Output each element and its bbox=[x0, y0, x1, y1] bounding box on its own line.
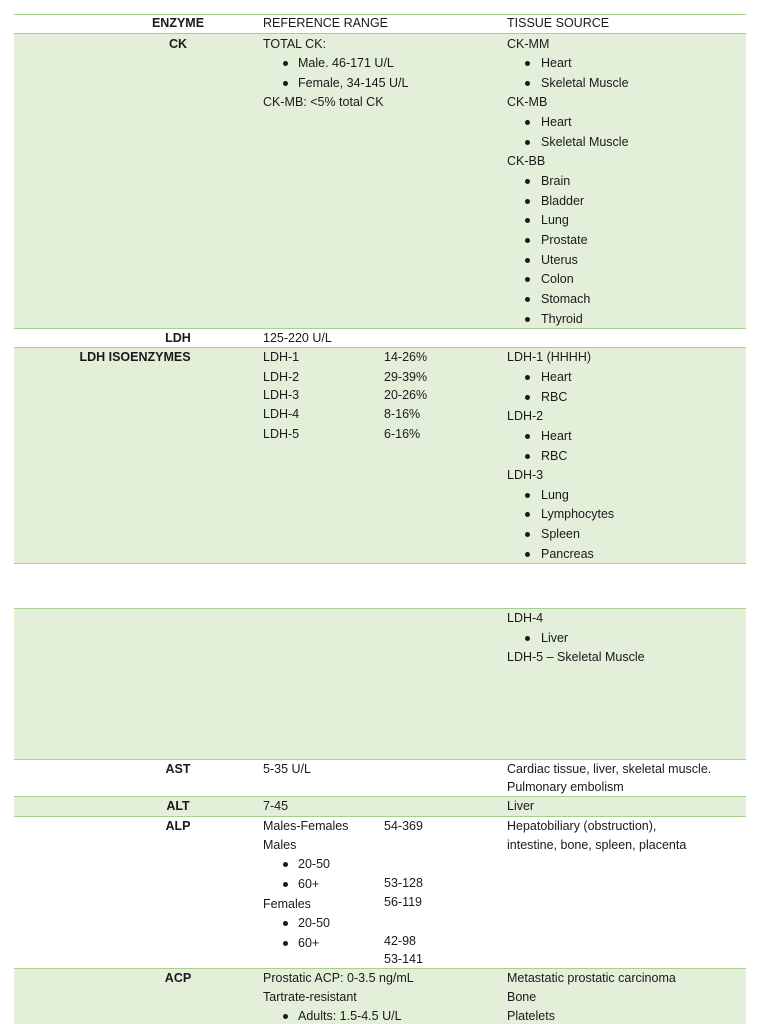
header-range: REFERENCE RANGE bbox=[263, 16, 389, 30]
ldh4-item: Liver bbox=[541, 631, 569, 645]
ck-mb: CK-MB bbox=[507, 95, 548, 109]
ck-mb-item: Skeletal Muscle bbox=[541, 135, 629, 149]
bullet-icon bbox=[525, 81, 530, 86]
ck-range-item: Female, 34-145 U/L bbox=[298, 76, 409, 90]
rule bbox=[14, 563, 746, 564]
ck-bb: CK-BB bbox=[507, 154, 546, 168]
rule bbox=[14, 796, 746, 797]
rule bbox=[14, 328, 746, 329]
ldh-iso-label: LDH-3 bbox=[263, 388, 300, 402]
bullet-icon bbox=[525, 395, 530, 400]
alp-males: Males bbox=[263, 838, 297, 852]
ck-bb-item: Stomach bbox=[541, 292, 591, 306]
ldh-iso-label: LDH-5 bbox=[263, 427, 300, 441]
bullet-icon bbox=[525, 297, 530, 302]
ldh3-item: Lymphocytes bbox=[541, 507, 615, 521]
bullet-icon bbox=[283, 882, 288, 887]
ck-mm: CK-MM bbox=[507, 37, 550, 51]
ldh-iso-value: 6-16% bbox=[384, 427, 421, 441]
alp-male-item: 60+ bbox=[298, 877, 320, 891]
ck-bb-item: Bladder bbox=[541, 194, 585, 208]
ck-bb-item: Brain bbox=[541, 174, 571, 188]
alt-source: Liver bbox=[507, 799, 535, 813]
ck-bb-item: Thyroid bbox=[541, 312, 583, 326]
ldh3-item: Lung bbox=[541, 488, 569, 502]
bullet-icon bbox=[525, 454, 530, 459]
acp-range-item: Adults: 1.5-4.5 U/L bbox=[298, 1009, 402, 1023]
ast-range: 5-35 U/L bbox=[263, 762, 311, 776]
rule bbox=[14, 759, 746, 760]
alp-value: 42-98 bbox=[384, 934, 416, 948]
alp-name: ALP bbox=[165, 819, 191, 833]
bullet-icon bbox=[525, 512, 530, 517]
acp-source: Platelets bbox=[507, 1009, 555, 1023]
rule bbox=[14, 33, 746, 34]
ck-range-title: TOTAL CK: bbox=[263, 37, 326, 51]
ldh4: LDH-4 bbox=[507, 611, 544, 625]
ck-name: CK bbox=[168, 37, 188, 51]
ldh1: LDH-1 (HHHH) bbox=[507, 350, 592, 364]
bullet-icon bbox=[283, 921, 288, 926]
acp-source: Metastatic prostatic carcinoma bbox=[507, 971, 676, 985]
bullet-icon bbox=[525, 218, 530, 223]
ck-mm-item: Skeletal Muscle bbox=[541, 76, 629, 90]
bullet-icon bbox=[283, 862, 288, 867]
ldh-iso-label: LDH-1 bbox=[263, 350, 300, 364]
ck-range-item: Male. 46-171 U/L bbox=[298, 56, 394, 70]
alp-source: Hepatobiliary (obstruction), bbox=[507, 819, 657, 833]
ck-bb-item: Uterus bbox=[541, 253, 578, 267]
ldh-name: LDH bbox=[165, 331, 191, 345]
rule bbox=[14, 347, 746, 348]
alp-value: 53-128 bbox=[384, 876, 423, 890]
rule bbox=[14, 816, 746, 817]
ldh-iso-value: 14-26% bbox=[384, 350, 428, 364]
bullet-icon bbox=[525, 375, 530, 380]
ldh-iso-name: LDH ISOENZYMES bbox=[79, 350, 191, 364]
ldh3: LDH-3 bbox=[507, 468, 544, 482]
rule bbox=[14, 968, 746, 969]
bullet-icon bbox=[283, 61, 288, 66]
alp-mf: Males-Females bbox=[263, 819, 349, 833]
ldh2-item: Heart bbox=[541, 429, 572, 443]
alp-females: Females bbox=[263, 897, 311, 911]
bullet-icon bbox=[525, 179, 530, 184]
ldh-iso-label: LDH-2 bbox=[263, 370, 300, 384]
acp-name: ACP bbox=[164, 971, 192, 985]
ck-bb-item: Lung bbox=[541, 213, 569, 227]
bullet-icon bbox=[283, 1014, 288, 1019]
bullet-icon bbox=[525, 120, 530, 125]
alp-female-item: 60+ bbox=[298, 936, 320, 950]
alt-range: 7-45 bbox=[263, 799, 289, 813]
alp-source: intestine, bone, spleen, placenta bbox=[507, 838, 687, 852]
ldh3-item: Pancreas bbox=[541, 547, 594, 561]
ldh-iso-value: 20-26% bbox=[384, 388, 428, 402]
bullet-icon bbox=[525, 636, 530, 641]
ck-mm-item: Heart bbox=[541, 56, 572, 70]
ldh3-item: Spleen bbox=[541, 527, 580, 541]
bullet-icon bbox=[283, 81, 288, 86]
bullet-icon bbox=[525, 140, 530, 145]
bullet-icon bbox=[525, 258, 530, 263]
acp-range: Prostatic ACP: 0-3.5 ng/mL bbox=[263, 971, 414, 985]
ast-name: AST bbox=[165, 762, 191, 776]
bullet-icon bbox=[525, 552, 530, 557]
ck-range-mb: CK-MB: <5% total CK bbox=[263, 95, 384, 109]
alp-male-item: 20-50 bbox=[298, 857, 330, 871]
acp-range: Tartrate-resistant bbox=[263, 990, 357, 1004]
ast-source: Cardiac tissue, liver, skeletal muscle. bbox=[507, 762, 712, 776]
header-enzyme: ENZYME bbox=[151, 16, 205, 30]
rule bbox=[14, 608, 746, 609]
bullet-icon bbox=[283, 941, 288, 946]
ldh2-item: RBC bbox=[541, 449, 568, 463]
alp-female-item: 20-50 bbox=[298, 916, 330, 930]
bullet-icon bbox=[525, 532, 530, 537]
ldh1-item: RBC bbox=[541, 390, 568, 404]
alp-value: 53-141 bbox=[384, 952, 423, 966]
ldh-iso-label: LDH-4 bbox=[263, 407, 300, 421]
ck-bb-item: Prostate bbox=[541, 233, 588, 247]
header-source: TISSUE SOURCE bbox=[507, 16, 610, 30]
ck-mb-item: Heart bbox=[541, 115, 572, 129]
bullet-icon bbox=[525, 434, 530, 439]
bullet-icon bbox=[525, 199, 530, 204]
ldh-iso-value: 29-39% bbox=[384, 370, 428, 384]
ldh-iso-cont-row-bg bbox=[14, 608, 746, 759]
alp-mf-value: 54-369 bbox=[384, 819, 423, 833]
alt-name: ALT bbox=[166, 799, 190, 813]
ldh-iso-value: 8-16% bbox=[384, 407, 421, 421]
ldh-iso-row-bg bbox=[14, 347, 746, 563]
ldh5: LDH-5 – Skeletal Muscle bbox=[507, 650, 645, 664]
acp-source: Bone bbox=[507, 990, 537, 1004]
bullet-icon bbox=[525, 238, 530, 243]
ast-source: Pulmonary embolism bbox=[507, 780, 624, 794]
bullet-icon bbox=[525, 317, 530, 322]
ck-bb-item: Colon bbox=[541, 272, 574, 286]
ldh2: LDH-2 bbox=[507, 409, 544, 423]
ldh1-item: Heart bbox=[541, 370, 572, 384]
alp-value: 56-119 bbox=[384, 895, 422, 909]
bullet-icon bbox=[525, 61, 530, 66]
bullet-icon bbox=[525, 277, 530, 282]
bullet-icon bbox=[525, 493, 530, 498]
ldh-range: 125-220 U/L bbox=[263, 331, 332, 345]
